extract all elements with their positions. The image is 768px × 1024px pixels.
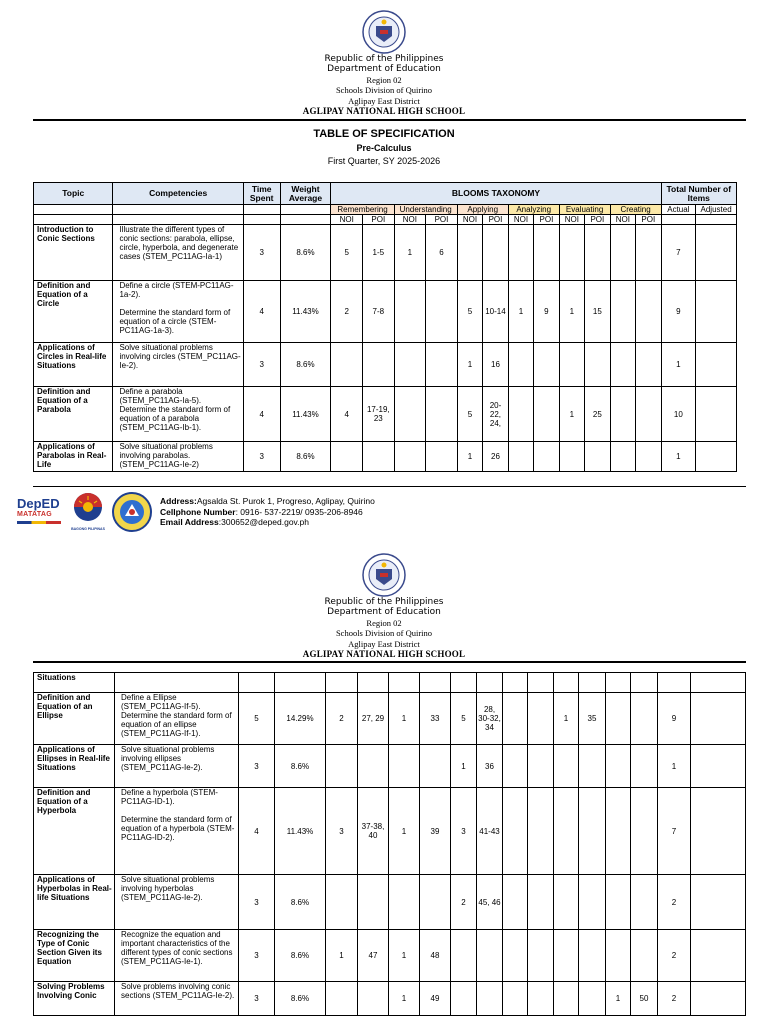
topic-cell: Definition and Equation of an Ellipse xyxy=(34,693,115,745)
noi-cell xyxy=(394,387,426,442)
poi-cell xyxy=(420,875,451,930)
poi-cell xyxy=(477,673,503,693)
poi-cell xyxy=(426,343,458,387)
poi-cell: 28, 30-32, 34 xyxy=(477,693,503,745)
noi-cell xyxy=(610,343,635,387)
specification-table-page1 xyxy=(33,182,737,472)
topic-cell: Definition and Equation of a Hyperbola xyxy=(34,788,115,875)
level-applying: Applying xyxy=(457,205,508,215)
poi-cell: 25 xyxy=(585,387,610,442)
matatag-logo-text: MATATAG xyxy=(17,511,53,518)
poi-cell: 36 xyxy=(477,745,503,788)
poi-cell xyxy=(631,930,658,982)
poi-cell xyxy=(579,745,606,788)
competency-cell: Define a circle (STEM-PC11AG-1a-2). Determine the standard form of equation of a circle (STEM-PC11AG-1a-3). xyxy=(113,281,243,343)
poi-cell xyxy=(636,281,662,343)
republic-text: Republic of the Philippines xyxy=(324,597,444,607)
weight-average-cell: 14.29% xyxy=(275,693,326,745)
poi-cell xyxy=(358,875,389,930)
footer-email xyxy=(160,517,309,527)
email-label: Email Address xyxy=(160,517,219,527)
table-row xyxy=(34,281,737,343)
noi-cell xyxy=(503,930,528,982)
header-competencies: Competencies xyxy=(113,183,243,205)
actual-items-cell: 2 xyxy=(658,982,691,1016)
weight-average-cell: 11.43% xyxy=(275,788,326,875)
phone-label: Cellphone Number xyxy=(160,507,236,517)
poi-cell xyxy=(636,343,662,387)
noi-label: NOI xyxy=(331,215,363,225)
poi-cell xyxy=(528,673,554,693)
level-understanding: Understanding xyxy=(394,205,457,215)
competency-cell: Define a Ellipse (STEM_PC11AG-If-5). Determine the standard form of equation of an ellipse (STEM_PC11AG-If-1). xyxy=(115,693,239,745)
poi-cell xyxy=(426,442,458,472)
noi-cell: 1 xyxy=(389,930,420,982)
bagong-pilipinas-text: BAGONG PILIPINAS xyxy=(71,527,105,531)
adjusted-items-cell xyxy=(691,982,746,1016)
poi-cell xyxy=(636,225,662,281)
noi-cell xyxy=(610,387,635,442)
poi-cell xyxy=(358,745,389,788)
noi-cell xyxy=(606,673,631,693)
quarter-title: First Quarter, SY 2025-2026 xyxy=(327,156,441,166)
time-spent-cell: 4 xyxy=(239,788,275,875)
noi-cell: 1 xyxy=(559,387,584,442)
actual-items-cell xyxy=(658,673,691,693)
noi-cell: 5 xyxy=(457,387,482,442)
actual-items-cell: 7 xyxy=(658,788,691,875)
noi-cell: 1 xyxy=(451,745,477,788)
noi-cell xyxy=(326,673,358,693)
poi-cell xyxy=(585,225,610,281)
level-creating: Creating xyxy=(610,205,661,215)
table-row xyxy=(34,343,737,387)
bagong-pilipinas-logo xyxy=(68,491,108,529)
poi-cell xyxy=(477,982,503,1016)
actual-items-cell: 2 xyxy=(658,875,691,930)
noi-cell xyxy=(503,788,528,875)
noi-cell: 1 xyxy=(508,281,533,343)
noi-cell xyxy=(503,693,528,745)
noi-cell xyxy=(508,343,533,387)
adjusted-items-cell xyxy=(691,875,746,930)
actual-items-cell: 1 xyxy=(658,745,691,788)
topic-cell: Situations xyxy=(34,673,115,693)
table-row xyxy=(34,673,746,693)
noi-cell: 1 xyxy=(389,693,420,745)
weight-average-cell: 8.6% xyxy=(275,875,326,930)
noi-cell: 2 xyxy=(331,281,363,343)
header-weight-average: Weight Average xyxy=(280,183,331,205)
noi-cell: 2 xyxy=(451,875,477,930)
adjusted-items-cell xyxy=(691,673,746,693)
noi-cell xyxy=(503,745,528,788)
competency-cell: Define a parabola (STEM_PC11AG-Ia-5). Determine the standard form of equation of a parabola (STEM_PC11AG-Ib-1). xyxy=(113,387,243,442)
noi-cell: 5 xyxy=(457,281,482,343)
weight-average-cell: 8.6% xyxy=(275,745,326,788)
level-remembering: Remembering xyxy=(331,205,394,215)
competency-cell: Solve situational problems involving hyperbolas (STEM_PC11AG-Ie-2). xyxy=(115,875,239,930)
poi-cell: 6 xyxy=(426,225,458,281)
noi-cell xyxy=(559,343,584,387)
footer-divider xyxy=(33,486,746,487)
adjusted-items-cell xyxy=(691,788,746,875)
topic-cell: Applications of Ellipses in Real-life Situations xyxy=(34,745,115,788)
poi-cell: 17-19, 23 xyxy=(363,387,395,442)
noi-label: NOI xyxy=(508,215,533,225)
noi-cell xyxy=(554,982,579,1016)
poi-cell: 50 xyxy=(631,982,658,1016)
competency-cell: Solve problems involving conic sections (STEM_PC11AG-Ie-2). xyxy=(115,982,239,1016)
page-title: TABLE OF SPECIFICATION xyxy=(313,128,455,140)
poi-cell xyxy=(528,930,554,982)
deped-matatag-logo xyxy=(17,497,61,524)
poi-cell xyxy=(358,982,389,1016)
noi-cell: 4 xyxy=(331,387,363,442)
poi-cell xyxy=(585,343,610,387)
noi-cell xyxy=(606,930,631,982)
poi-cell: 20-22, 24, xyxy=(483,387,508,442)
school-name: AGLIPAY NATIONAL HIGH SCHOOL xyxy=(302,106,466,116)
poi-cell: 27, 29 xyxy=(358,693,389,745)
poi-cell xyxy=(534,442,559,472)
adjusted-items-cell xyxy=(696,281,737,343)
topic-cell: Recognizing the Type of Conic Section Given its Equation xyxy=(34,930,115,982)
department-text: Department of Education xyxy=(327,607,441,617)
noi-poi-header-row xyxy=(34,215,737,225)
noi-cell xyxy=(331,343,363,387)
time-spent-cell: 3 xyxy=(239,875,275,930)
noi-cell xyxy=(554,875,579,930)
noi-cell: 1 xyxy=(559,281,584,343)
time-spent-cell xyxy=(239,673,275,693)
poi-cell xyxy=(579,930,606,982)
noi-cell xyxy=(503,673,528,693)
adjusted-items-cell xyxy=(696,343,737,387)
noi-cell xyxy=(394,281,426,343)
table-row xyxy=(34,982,746,1016)
header-divider xyxy=(33,661,746,663)
noi-cell: 1 xyxy=(394,225,426,281)
actual-items-cell: 2 xyxy=(658,930,691,982)
poi-cell xyxy=(534,343,559,387)
noi-cell: 1 xyxy=(326,930,358,982)
noi-cell: 2 xyxy=(326,693,358,745)
header-blooms-taxonomy: BLOOMS TAXONOMY xyxy=(331,183,661,205)
noi-cell: 1 xyxy=(389,788,420,875)
noi-cell: 1 xyxy=(457,442,482,472)
noi-cell: 1 xyxy=(389,982,420,1016)
topic-cell: Definition and Equation of a Circle xyxy=(34,281,113,343)
weight-average-cell: 8.6% xyxy=(280,343,331,387)
noi-cell: 1 xyxy=(554,693,579,745)
noi-cell xyxy=(389,673,420,693)
topic-cell: Introduction to Conic Sections xyxy=(34,225,113,281)
footer-address xyxy=(160,496,375,506)
poi-cell: 1-5 xyxy=(363,225,395,281)
header-divider xyxy=(33,119,746,121)
specification-table-page2 xyxy=(33,672,746,1016)
deped-seal-logo xyxy=(362,553,406,597)
school-logo xyxy=(112,492,152,532)
poi-cell xyxy=(534,387,559,442)
noi-cell xyxy=(610,281,635,343)
actual-items-cell: 10 xyxy=(661,387,696,442)
header-actual: Actual xyxy=(661,205,696,215)
poi-cell: 39 xyxy=(420,788,451,875)
poi-cell xyxy=(579,788,606,875)
noi-label: NOI xyxy=(559,215,584,225)
noi-cell: 1 xyxy=(606,982,631,1016)
actual-items-cell: 7 xyxy=(661,225,696,281)
noi-cell xyxy=(610,225,635,281)
noi-cell xyxy=(606,875,631,930)
address-value: Agsalda St. Purok 1, Progreso, Aglipay, Quirino xyxy=(196,496,375,506)
deped-logo-text: DepED xyxy=(17,496,60,511)
time-spent-cell: 3 xyxy=(239,982,275,1016)
adjusted-items-cell xyxy=(691,930,746,982)
phone-value: : 0916- 537-2219/ 0935-206-8946 xyxy=(235,507,363,517)
noi-cell xyxy=(559,225,584,281)
poi-cell: 45, 46 xyxy=(477,875,503,930)
adjusted-items-cell xyxy=(696,387,737,442)
weight-average-cell: 11.43% xyxy=(280,281,331,343)
poi-cell xyxy=(631,693,658,745)
poi-cell xyxy=(585,442,610,472)
competency-cell: Solve situational problems involving ellipses (STEM_PC11AG-Ie-2). xyxy=(115,745,239,788)
noi-cell: 1 xyxy=(457,343,482,387)
poi-label: POI xyxy=(426,215,458,225)
header-time-spent: Time Spent xyxy=(243,183,280,205)
table-row xyxy=(34,875,746,930)
noi-cell xyxy=(554,745,579,788)
email-value: :300652@deped.gov.ph xyxy=(218,517,309,527)
division-text: Schools Division of Quirino xyxy=(335,85,433,95)
poi-label: POI xyxy=(363,215,395,225)
poi-label: POI xyxy=(585,215,610,225)
poi-cell xyxy=(528,875,554,930)
actual-items-cell: 1 xyxy=(661,442,696,472)
poi-cell: 9 xyxy=(534,281,559,343)
time-spent-cell: 3 xyxy=(239,930,275,982)
poi-cell xyxy=(477,930,503,982)
actual-items-cell: 9 xyxy=(658,693,691,745)
time-spent-cell: 4 xyxy=(243,281,280,343)
noi-cell xyxy=(457,225,482,281)
level-evaluating: Evaluating xyxy=(559,205,610,215)
noi-label: NOI xyxy=(457,215,482,225)
noi-cell xyxy=(503,875,528,930)
poi-cell xyxy=(579,673,606,693)
noi-cell: 5 xyxy=(331,225,363,281)
competency-cell: Recognize the equation and important characteristics of the different types of conic sections (STEM_PC11AG-Ie-1). xyxy=(115,930,239,982)
noi-cell xyxy=(610,442,635,472)
time-spent-cell: 3 xyxy=(243,343,280,387)
poi-cell xyxy=(358,673,389,693)
time-spent-cell: 4 xyxy=(243,387,280,442)
table-row xyxy=(34,387,737,442)
noi-cell: 3 xyxy=(326,788,358,875)
address-label: Address: xyxy=(160,496,197,506)
poi-cell: 10-14 xyxy=(483,281,508,343)
weight-average-cell xyxy=(275,673,326,693)
adjusted-items-cell xyxy=(696,442,737,472)
topic-cell: Applications of Circles in Real-life Situations xyxy=(34,343,113,387)
adjusted-items-cell xyxy=(691,693,746,745)
header-adjusted: Adjusted xyxy=(696,205,737,215)
poi-cell xyxy=(420,745,451,788)
poi-cell: 35 xyxy=(579,693,606,745)
noi-cell: 5 xyxy=(451,693,477,745)
poi-cell xyxy=(528,788,554,875)
noi-cell xyxy=(508,225,533,281)
topic-cell: Solving Problems Involving Conic xyxy=(34,982,115,1016)
noi-cell xyxy=(554,673,579,693)
noi-cell xyxy=(451,930,477,982)
poi-cell: 49 xyxy=(420,982,451,1016)
competency-cell: Solve situational problems involving parabolas. (STEM_PC11AG-Ie-2) xyxy=(113,442,243,472)
poi-cell xyxy=(420,673,451,693)
noi-cell: 3 xyxy=(451,788,477,875)
school-name: AGLIPAY NATIONAL HIGH SCHOOL xyxy=(302,649,466,659)
noi-cell xyxy=(508,387,533,442)
poi-label: POI xyxy=(534,215,559,225)
table-row xyxy=(34,442,737,472)
table-row xyxy=(34,693,746,745)
poi-cell xyxy=(426,281,458,343)
poi-cell: 37-38, 40 xyxy=(358,788,389,875)
poi-cell: 7-8 xyxy=(363,281,395,343)
poi-cell xyxy=(426,387,458,442)
poi-cell xyxy=(363,343,395,387)
poi-cell: 26 xyxy=(483,442,508,472)
noi-cell xyxy=(559,442,584,472)
table-row xyxy=(34,745,746,788)
noi-cell xyxy=(606,788,631,875)
poi-cell xyxy=(363,442,395,472)
poi-cell: 47 xyxy=(358,930,389,982)
region-text: Region 02 xyxy=(366,75,402,85)
department-text: Department of Education xyxy=(327,64,441,74)
topic-cell: Definition and Equation of a Parabola xyxy=(34,387,113,442)
poi-cell xyxy=(534,225,559,281)
poi-label: POI xyxy=(636,215,662,225)
header-total-items: Total Number of Items xyxy=(661,183,736,205)
noi-cell xyxy=(394,343,426,387)
noi-cell xyxy=(389,745,420,788)
topic-cell: Applications of Parabolas in Real-Life xyxy=(34,442,113,472)
poi-cell xyxy=(483,225,508,281)
table-row xyxy=(34,225,737,281)
weight-average-cell: 8.6% xyxy=(275,982,326,1016)
poi-label: POI xyxy=(483,215,508,225)
competency-cell: Define a hyperbola (STEM-PC11AG-ID-1). Determine the standard form of equation of a hyperbola (STEM-PC11AG-ID-2). xyxy=(115,788,239,875)
noi-cell xyxy=(606,745,631,788)
noi-cell xyxy=(331,442,363,472)
poi-cell xyxy=(631,875,658,930)
region-text: Region 02 xyxy=(366,618,402,628)
weight-average-cell: 11.43% xyxy=(280,387,331,442)
poi-cell xyxy=(631,788,658,875)
weight-average-cell: 8.6% xyxy=(280,225,331,281)
poi-cell xyxy=(631,673,658,693)
noi-cell xyxy=(554,788,579,875)
noi-label: NOI xyxy=(610,215,635,225)
noi-label: NOI xyxy=(394,215,426,225)
poi-cell xyxy=(579,982,606,1016)
weight-average-cell: 8.6% xyxy=(275,930,326,982)
actual-items-cell: 1 xyxy=(661,343,696,387)
noi-cell xyxy=(554,930,579,982)
poi-cell xyxy=(636,387,662,442)
competency-cell: Solve situational problems involving circles (STEM_PC11AG-Ie-2). xyxy=(113,343,243,387)
poi-cell: 33 xyxy=(420,693,451,745)
header-topic: Topic xyxy=(34,183,113,205)
adjusted-items-cell xyxy=(696,225,737,281)
noi-cell xyxy=(326,982,358,1016)
time-spent-cell: 3 xyxy=(239,745,275,788)
noi-cell xyxy=(394,442,426,472)
noi-cell xyxy=(451,982,477,1016)
time-spent-cell: 5 xyxy=(239,693,275,745)
poi-cell: 16 xyxy=(483,343,508,387)
noi-cell xyxy=(326,875,358,930)
table-row xyxy=(34,930,746,982)
division-text: Schools Division of Quirino xyxy=(335,628,433,638)
time-spent-cell: 3 xyxy=(243,225,280,281)
subject-title: Pre-Calculus xyxy=(356,143,412,153)
competency-cell xyxy=(115,673,239,693)
noi-cell xyxy=(503,982,528,1016)
competency-cell: Illustrate the different types of conic sections: parabola, ellipse, circle, hyperbola, and degenerate cases (STEM_PC11AG-Ia-1) xyxy=(113,225,243,281)
poi-cell xyxy=(528,693,554,745)
republic-text: Republic of the Philippines xyxy=(324,54,444,64)
noi-cell xyxy=(451,673,477,693)
poi-cell xyxy=(528,745,554,788)
deped-seal-logo xyxy=(362,10,406,54)
noi-cell xyxy=(389,875,420,930)
noi-cell xyxy=(606,693,631,745)
poi-cell: 48 xyxy=(420,930,451,982)
noi-cell xyxy=(326,745,358,788)
footer-phone xyxy=(160,507,363,517)
time-spent-cell: 3 xyxy=(243,442,280,472)
poi-cell xyxy=(636,442,662,472)
poi-cell: 15 xyxy=(585,281,610,343)
topic-cell: Applications of Hyperbolas in Real-life Situations xyxy=(34,875,115,930)
poi-cell xyxy=(528,982,554,1016)
weight-average-cell: 8.6% xyxy=(280,442,331,472)
poi-cell xyxy=(579,875,606,930)
noi-cell xyxy=(508,442,533,472)
table-row xyxy=(34,788,746,875)
district-text: Aglipay East District xyxy=(348,96,420,106)
poi-cell xyxy=(631,745,658,788)
adjusted-items-cell xyxy=(691,745,746,788)
level-analyzing: Analyzing xyxy=(508,205,559,215)
district-text: Aglipay East District xyxy=(348,639,420,649)
actual-items-cell: 9 xyxy=(661,281,696,343)
poi-cell: 41-43 xyxy=(477,788,503,875)
